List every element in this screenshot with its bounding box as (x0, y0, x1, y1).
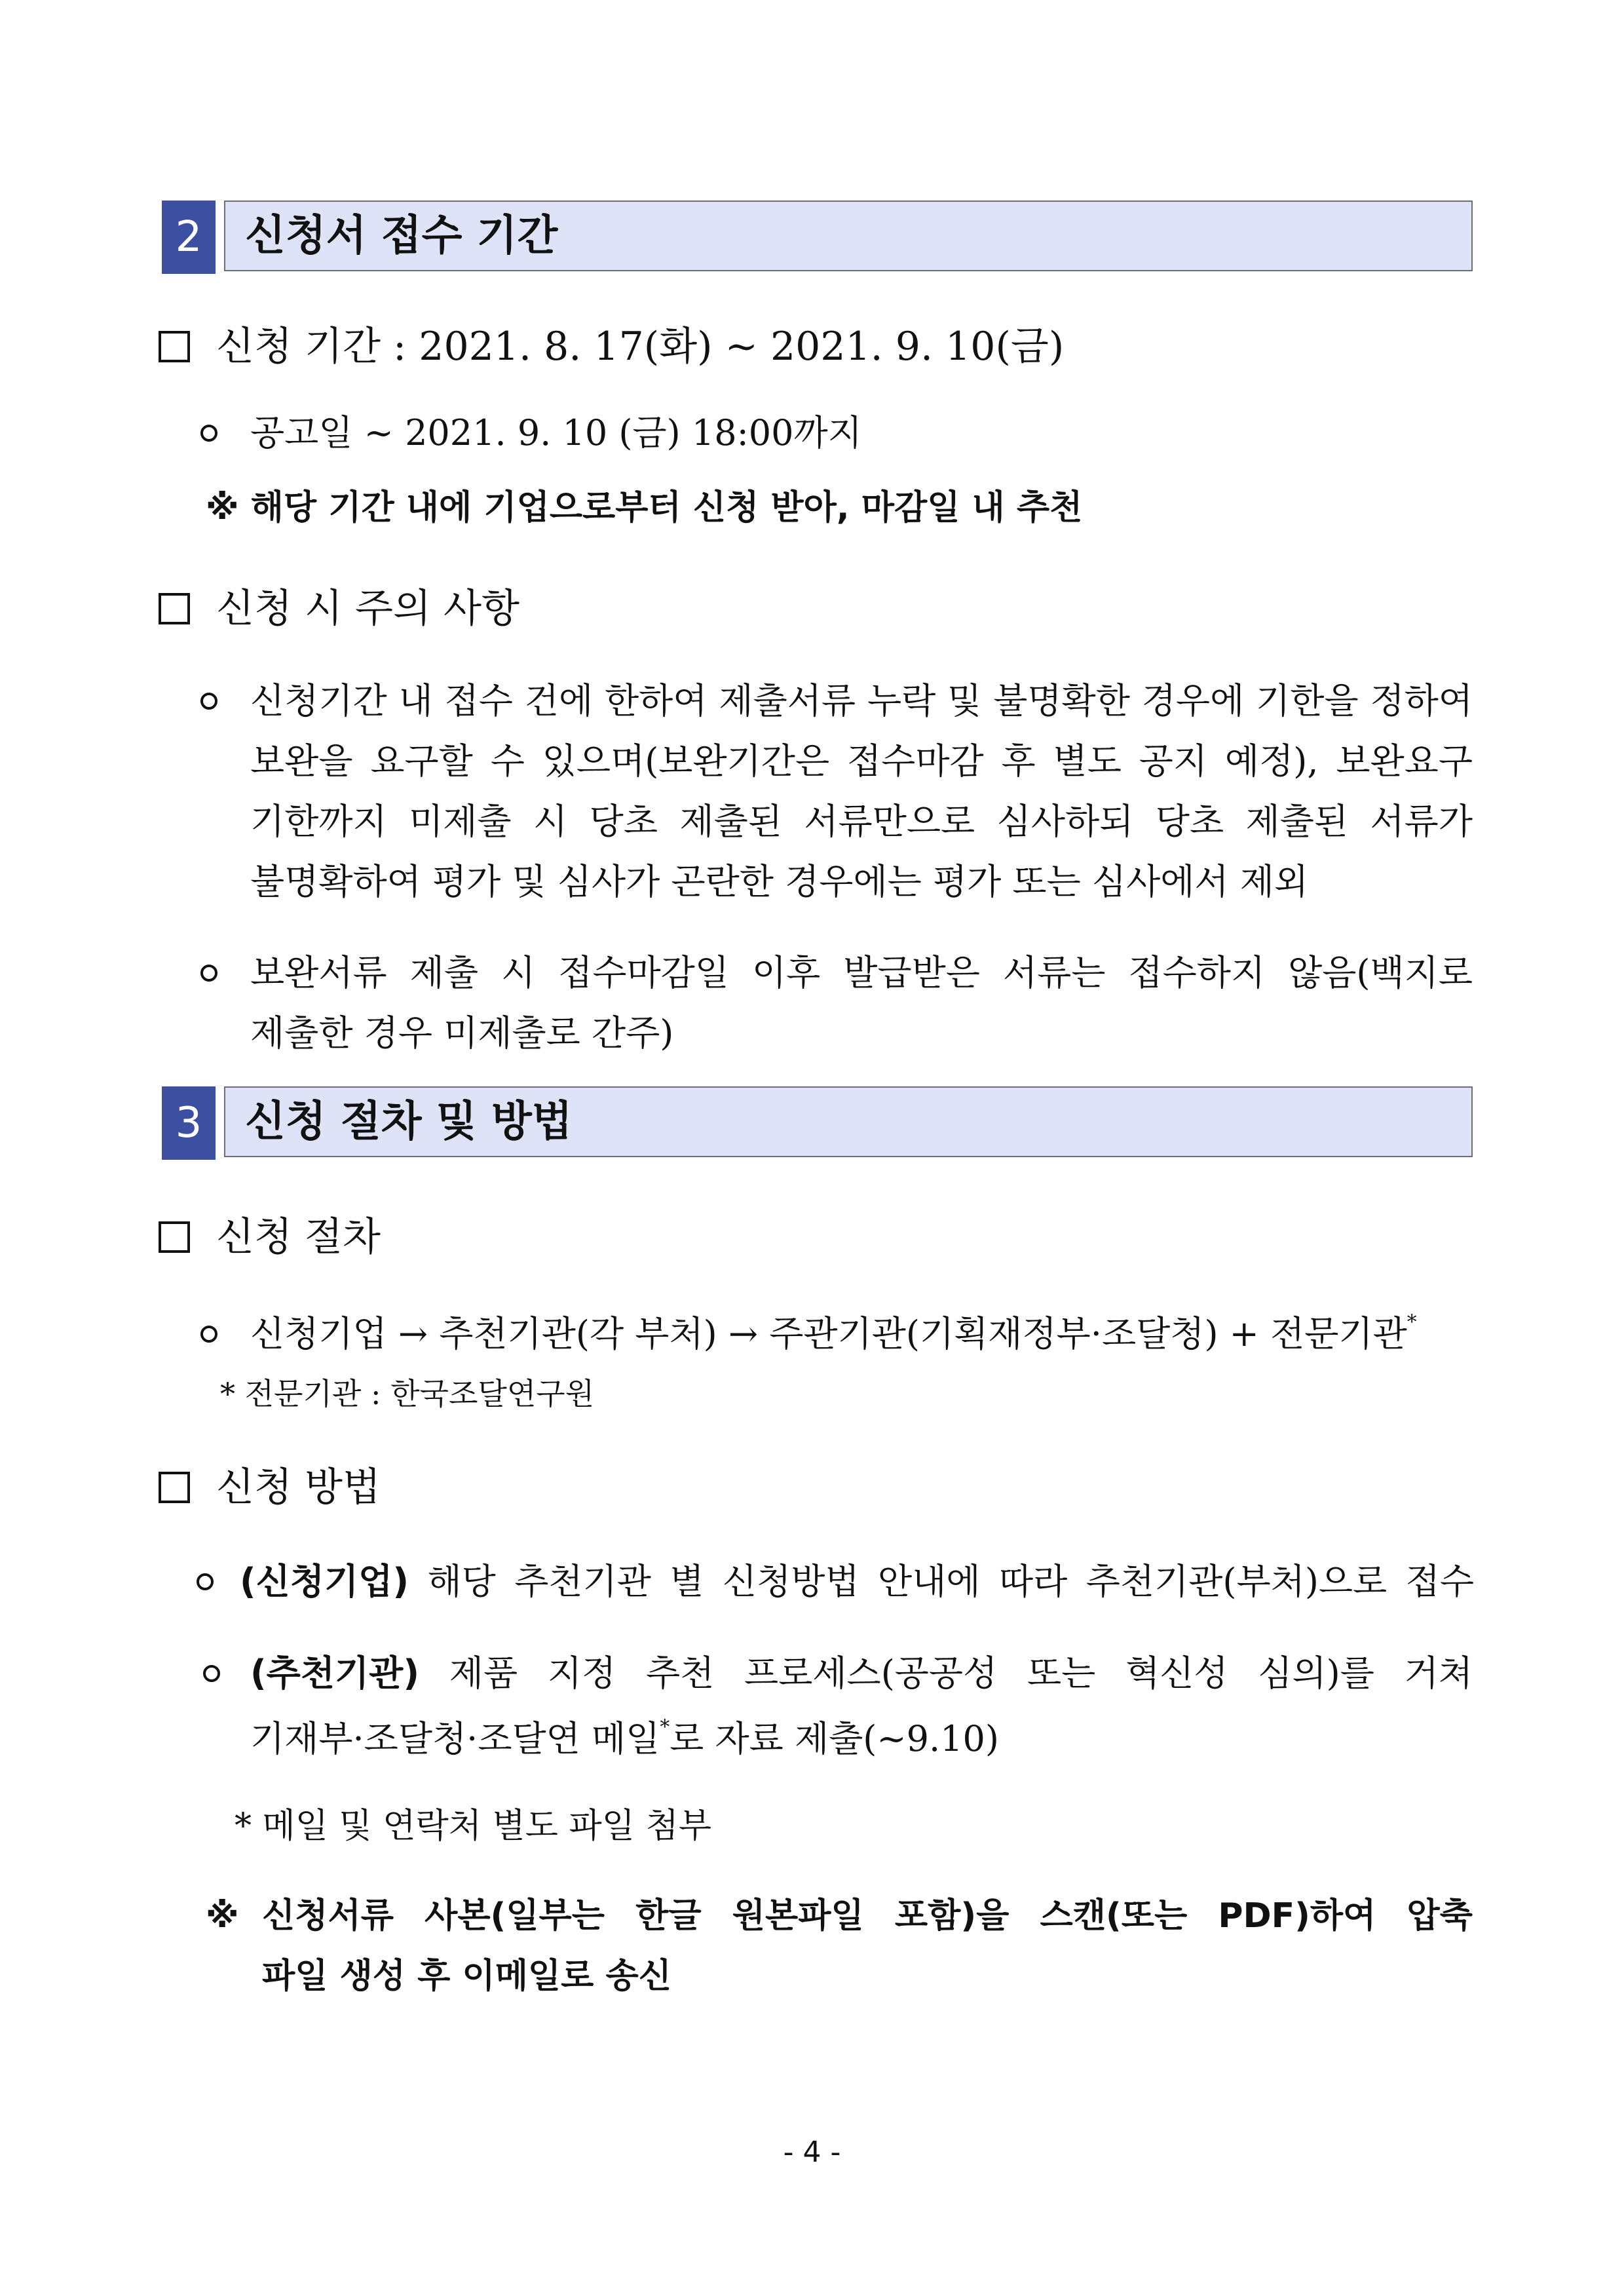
method-2-line-2-b: 로 자료 제출(~9.10) (670, 1718, 999, 1759)
section-2-title: 신청서 접수 기간 (245, 212, 558, 260)
procedure-flow (250, 1308, 1417, 1360)
final-note-line-2: 파일 생성 후 이메일로 송신 (262, 1957, 671, 1996)
final-note-line-1: 신청서류 사본(일부는 한글 원본파일 포함)을 스캔(또는 PDF)하여 압축 (262, 1896, 1473, 1936)
section-2-number: 2 (162, 201, 216, 274)
circle-bullet-icon (200, 425, 217, 442)
method-1 (240, 1556, 1474, 1608)
method-heading: 신청 방법 (216, 1464, 381, 1510)
section-3-title-bar (224, 1086, 1473, 1157)
square-bullet-icon (159, 1472, 190, 1503)
method-2-line-1-text: 제품 지정 추천 프로세스(공공성 또는 혁신성 심의)를 거쳐 (449, 1653, 1473, 1694)
caution-1-line-1: 신청기간 내 접수 건에 한하여 제출서류 누락 및 불명확한 경우에 기한을 정하여 (250, 680, 1473, 721)
caution-1-line-2: 보완을 요구할 수 있으며(보완기간은 접수마감 후 별도 공지 예정), 보완요구 (250, 740, 1473, 782)
circle-bullet-icon (203, 1665, 220, 1682)
method-footnote: * 메일 및 연락처 별도 파일 첨부 (235, 1807, 711, 1846)
method-2-lead: (추천기관) (250, 1653, 420, 1694)
procedure-flow-text: 신청기업 → 추천기관(각 부처) → 주관기관(기획재정부·조달청) + 전문기관 (250, 1313, 1407, 1354)
square-bullet-icon (159, 331, 190, 362)
circle-bullet-icon (197, 1573, 214, 1590)
period-heading: 신청 기간 : 2021. 8. 17(화) ~ 2021. 9. 10(금) (216, 324, 1065, 370)
circle-bullet-icon (200, 965, 217, 982)
method-1-lead: (신청기업) (240, 1561, 409, 1602)
section-3-title: 신청 절차 및 방법 (245, 1098, 573, 1146)
square-bullet-icon (159, 1221, 190, 1253)
circle-bullet-icon (200, 1326, 217, 1343)
period-note: ※ 해당 기간 내에 기업으로부터 신청 받아, 마감일 내 추천 (206, 488, 1083, 527)
caution-1-line-3: 기한까지 미제출 시 당초 제출된 서류만으로 심사하되 당초 제출된 서류가 (250, 801, 1473, 842)
caution-heading: 신청 시 주의 사항 (216, 586, 519, 632)
square-bullet-icon (159, 593, 190, 624)
procedure-footnote: * 전문기관 : 한국조달연구원 (220, 1376, 595, 1411)
caution-1-line-4: 불명확하여 평가 및 심사가 곤란한 경우에는 평가 또는 심사에서 제외 (250, 861, 1309, 902)
announce-bullet: 공고일 ~ 2021. 9. 10 (금) 18:00까지 (250, 412, 862, 453)
circle-bullet-icon (200, 693, 217, 710)
method-1-text: 해당 추천기관 별 신청방법 안내에 따라 추천기관(부처)으로 접수 (427, 1561, 1474, 1602)
section-3-number: 3 (162, 1086, 216, 1160)
method-2-line-2 (250, 1713, 999, 1765)
procedure-footnote-mark: * (1407, 1311, 1417, 1334)
method-2-footnote-mark: * (660, 1715, 670, 1739)
page-number: - 4 - (783, 2135, 841, 2169)
method-2-line-2-a: 기재부·조달청·조달연 메일 (250, 1718, 660, 1759)
caution-2-line-1: 보완서류 제출 시 접수마감일 이후 발급받은 서류는 접수하지 않음(백지로 (250, 952, 1473, 993)
procedure-heading: 신청 절차 (216, 1214, 381, 1260)
caution-2-line-2: 제출한 경우 미제출로 간주) (250, 1012, 674, 1054)
final-note-mark: ※ (206, 1896, 239, 1936)
section-2-title-bar (224, 201, 1473, 271)
method-2-line-1 (250, 1647, 1473, 1700)
